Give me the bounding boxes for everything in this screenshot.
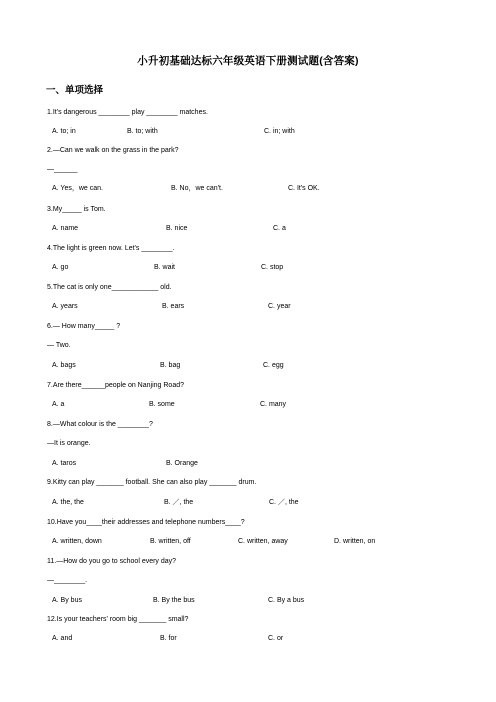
question-stem: 2.—Can we walk on the grass in the park? bbox=[47, 147, 179, 154]
question-stem: 9.Kitty can play _______ football. She can also play _______ drum. bbox=[47, 479, 257, 486]
question-options bbox=[52, 127, 452, 136]
question-stem: 10.Have you____their addresses and telephone numbers____? bbox=[47, 519, 245, 526]
option-c[interactable]: C. year bbox=[268, 303, 291, 310]
option-b[interactable]: B. some bbox=[149, 401, 175, 408]
option-b[interactable]: B. ／, the bbox=[164, 499, 194, 506]
option-b[interactable]: B. bag bbox=[160, 362, 181, 369]
option-b[interactable]: B. to; with bbox=[127, 128, 158, 135]
question-stem: 3.My_____ is Tom. bbox=[47, 206, 106, 213]
question-stem: 12.Is your teachers' room big _______ small? bbox=[47, 616, 189, 623]
question-stem: 8.—What colour is the ________? bbox=[47, 421, 153, 428]
option-a[interactable]: A. and bbox=[52, 635, 73, 642]
question-stem: 1.It's dangerous ________ play ________ matches. bbox=[47, 109, 208, 116]
page-title: 小升初基础达标六年级英语下册测试题(含答案) bbox=[137, 55, 359, 67]
question-options bbox=[52, 400, 452, 409]
option-c[interactable]: C. in; with bbox=[264, 128, 295, 135]
question-options bbox=[52, 596, 452, 605]
question-stem: 4.The light is green now. Let's ________. bbox=[47, 245, 175, 252]
answer-line: — Two. bbox=[47, 342, 71, 349]
option-a[interactable]: A. go bbox=[52, 264, 69, 271]
option-b[interactable]: B. By the bus bbox=[153, 597, 195, 604]
question-options bbox=[52, 224, 452, 233]
question-options bbox=[52, 459, 452, 468]
question-options bbox=[52, 634, 452, 643]
option-a[interactable]: A. By bus bbox=[52, 597, 82, 604]
option-b[interactable]: B. nice bbox=[166, 225, 188, 232]
answer-blank: —________. bbox=[47, 577, 88, 584]
question-options bbox=[52, 184, 452, 193]
option-c[interactable]: C. It's OK. bbox=[288, 185, 320, 192]
question-stem: 5.The cat is only one____________ old. bbox=[47, 284, 172, 291]
question-options bbox=[52, 498, 452, 507]
question-options bbox=[52, 361, 452, 370]
option-a[interactable]: A. to; in bbox=[52, 128, 76, 135]
option-a[interactable]: A. bags bbox=[52, 362, 76, 369]
question-options bbox=[52, 263, 452, 272]
section-heading: 一、单项选择 bbox=[46, 85, 104, 96]
question-stem: 6.— How many_____ ? bbox=[47, 323, 121, 330]
option-c[interactable]: C. written, away bbox=[238, 538, 288, 545]
question-options bbox=[52, 302, 452, 311]
option-a[interactable]: A. written, down bbox=[52, 538, 102, 545]
option-b[interactable]: B. No，we can't. bbox=[171, 185, 223, 192]
question-stem: 7.Are there______people on Nanjing Road? bbox=[47, 382, 184, 389]
option-c[interactable]: C. or bbox=[268, 635, 284, 642]
option-c[interactable]: C. ／, the bbox=[269, 499, 299, 506]
option-c[interactable]: C. By a bus bbox=[268, 597, 305, 604]
option-a[interactable]: A. a bbox=[52, 401, 65, 408]
option-a[interactable]: A. taros bbox=[52, 460, 77, 467]
option-a[interactable]: A. the, the bbox=[52, 499, 84, 506]
option-b[interactable]: B. Orange bbox=[166, 460, 198, 467]
option-c[interactable]: C. many bbox=[260, 401, 287, 408]
option-a[interactable]: A. Yes，we can. bbox=[52, 185, 103, 192]
option-d[interactable]: D. written, on bbox=[334, 538, 376, 545]
option-c[interactable]: C. egg bbox=[263, 362, 284, 369]
option-a[interactable]: A. years bbox=[52, 303, 78, 310]
answer-blank: —______ bbox=[47, 166, 78, 173]
option-b[interactable]: B. written, off bbox=[150, 538, 191, 545]
option-a[interactable]: A. name bbox=[52, 225, 79, 232]
option-b[interactable]: B. ears bbox=[162, 303, 185, 310]
option-b[interactable]: B. wait bbox=[154, 264, 176, 271]
answer-line: —It is orange. bbox=[47, 440, 91, 447]
option-c[interactable]: C. stop bbox=[261, 264, 284, 271]
option-c[interactable]: C. a bbox=[273, 225, 286, 232]
question-options bbox=[52, 537, 452, 546]
question-stem: 11.—How do you go to school every day? bbox=[47, 558, 177, 565]
option-b[interactable]: B. for bbox=[160, 635, 177, 642]
